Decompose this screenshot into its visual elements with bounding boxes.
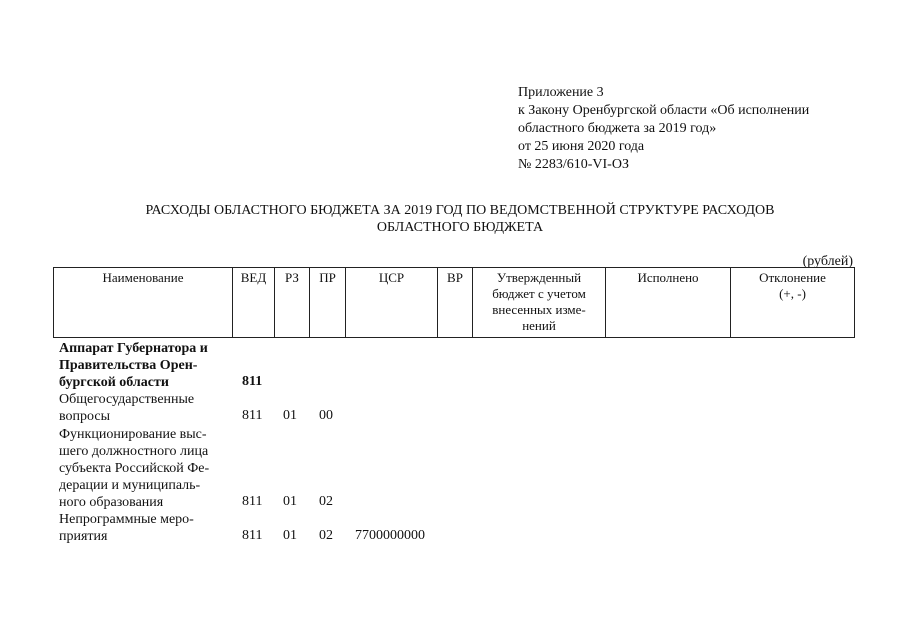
row-name-line: вопросы — [59, 409, 110, 424]
document-title-line2: ОБЛАСТНОГО БЮДЖЕТА — [376, 220, 544, 235]
header-executed: Исполнено — [606, 268, 731, 338]
header-deviation — [731, 268, 855, 338]
row-ved: 811 — [242, 408, 263, 423]
row-name — [59, 391, 194, 425]
row-pr: 00 — [319, 408, 333, 423]
row-ved: 811 — [242, 528, 263, 543]
row-rz: 01 — [283, 408, 297, 423]
table-header — [53, 267, 855, 338]
row-name — [59, 511, 194, 545]
row-name-line: шего должностного лица — [59, 444, 209, 459]
row-rz: 01 — [283, 494, 297, 509]
row-ved: 811 — [242, 494, 263, 509]
header-csr: ЦСР — [346, 268, 438, 338]
appendix-number: Приложение 3 — [518, 85, 604, 100]
row-name-line: Правительства Орен- — [59, 358, 198, 373]
header-approved — [473, 268, 606, 338]
header-name: Наименование — [54, 268, 233, 338]
header-approved-line3: внесенных изме- — [492, 302, 586, 317]
row-name — [59, 426, 209, 511]
document-title — [60, 202, 860, 236]
units-label: (рублей) — [802, 254, 853, 269]
header-deviation-line1: Отклонение — [759, 270, 826, 285]
row-name-line: Аппарат Губернатора и — [59, 341, 208, 356]
row-name-line: Функционирование выс- — [59, 427, 207, 442]
row-name-line: Общегосударственные — [59, 392, 195, 407]
row-name-line: Непрограммные меро- — [59, 512, 194, 527]
row-rz: 01 — [283, 528, 297, 543]
appendix-law-ref: к Закону Оренбургской области «Об исполнении — [518, 103, 810, 118]
row-pr: 02 — [319, 528, 333, 543]
header-rz: РЗ — [275, 268, 310, 338]
header-approved-line1: Утвержденный — [496, 270, 582, 285]
row-csr: 7700000000 — [355, 528, 425, 543]
appendix-law-number: № 2283/610-VI-ОЗ — [518, 157, 629, 172]
row-name-line: приятия — [59, 529, 108, 544]
header-approved-line2: бюджет с учетом — [492, 286, 586, 301]
header-pr: ПР — [310, 268, 346, 338]
header-approved-line4: нений — [522, 318, 556, 333]
header-ved: ВЕД — [233, 268, 275, 338]
row-pr: 02 — [319, 494, 333, 509]
document-title-line1: РАСХОДЫ ОБЛАСТНОГО БЮДЖЕТА ЗА 2019 ГОД ПО ВЕДОМСТВЕННОЙ СТРУКТУРЕ РАСХОДОВ — [145, 203, 775, 218]
appendix-reference — [518, 84, 809, 174]
header-vr: ВР — [438, 268, 473, 338]
row-name-line: дерации и муниципаль- — [59, 478, 201, 493]
row-name — [59, 340, 208, 391]
appendix-date: от 25 июня 2020 года — [518, 139, 645, 154]
row-name-line: субъекта Российской Фе- — [59, 461, 210, 476]
appendix-law-ref-cont: областного бюджета за 2019 год» — [518, 121, 717, 136]
header-deviation-line2: (+, -) — [779, 286, 806, 301]
row-ved: 811 — [242, 374, 263, 389]
row-name-line: бургской области — [59, 375, 169, 390]
row-name-line: ного образования — [59, 495, 164, 510]
